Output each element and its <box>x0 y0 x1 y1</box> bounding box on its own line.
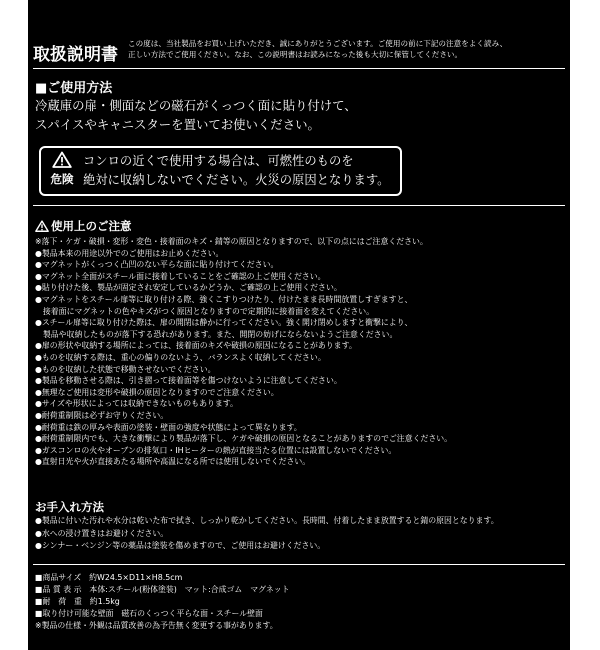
care-item: ●水への浸け置きはお避けください。 <box>35 528 169 538</box>
spec-list <box>35 572 290 632</box>
caution-item: ●マグネットがくっつく凸凹のない平らな面に貼り付けてください。 <box>35 260 279 270</box>
danger-label-group <box>47 151 77 186</box>
caution-item: ●マグネットをスチール扉等に取り付ける際、強くこすりつけたり、付けたまま長時間放置しすぎますと、 <box>35 294 413 304</box>
spec-item: ■品 質 表 示 本体:スチール(粉体塗装) マット:合成ゴム マグネット <box>35 584 290 594</box>
danger-text <box>83 152 389 190</box>
caution-item: ●スチール扉等に取り付けた際は、扉の開閉は静かに行ってください。強く開け閉めしますと衝撃により、 <box>35 318 413 328</box>
caution-item: ●ものを収納する際は、重心の偏りのないよう、バランスよく収納してください。 <box>35 352 326 362</box>
spec-item: ■耐 荷 重 約1.5kg <box>35 596 120 606</box>
instruction-sheet <box>28 0 570 650</box>
caution-item: ●ガスコンロの火やオーブンの排気口・IHヒーターの熱が直接当たる位置には設置しないでください。 <box>35 445 397 455</box>
caution-item: ※落下・ケガ・破損・変形・変色・接着面のキズ・錆等の原因となりますので、以下の点にはご注意ください。 <box>35 237 428 246</box>
care-item: ●シンナー・ベンジン等の薬品は塗装を傷めますので、ご使用はお避けください。 <box>35 541 326 550</box>
caution-item: ●サイズや形状によっては収納できないものもあります。 <box>35 399 238 409</box>
spec-item: ■取り付け可能な壁面 磁石のくっつく平らな面・スチール壁面 <box>35 608 263 618</box>
header-divider <box>33 68 565 69</box>
usage-lead-line-1: 冷蔵庫の扉・側面などの磁石がくっつく面に貼り付けて、 <box>35 98 357 113</box>
caution-list <box>35 236 452 468</box>
header <box>33 38 568 65</box>
caution-item: ●ものを収納した状態で移動させないでください。 <box>35 364 216 374</box>
usage-heading: ■ご使用方法 <box>35 81 113 96</box>
caution-item: ●直射日光や火が直接あたる場所や高温になる所では使用しないでください。 <box>35 457 311 467</box>
intro-text <box>128 38 507 60</box>
danger-line-1: コンロの近くで使用する場合は、可燃性のものを <box>83 154 354 168</box>
care-list <box>35 515 499 553</box>
danger-line-2: 絶対に収納しないでください。火災の原因となります。 <box>83 173 390 187</box>
usage-lead <box>35 96 357 134</box>
caution-item: ●マグネット全面がスチール面に接着していることをご確認の上ご使用ください。 <box>35 271 326 281</box>
spec-item: ※製品の仕様・外観は品質改善の為予告無く変更する事があります。 <box>35 620 278 630</box>
warning-triangle-icon <box>52 151 72 168</box>
intro-line-2: 正しい方法でご使用ください。なお、この説明書はお読みになった後も大切に保管してください。 <box>128 50 463 59</box>
spec-item: ■商品サイズ 約W24.5×D11×H8.5cm <box>35 573 183 582</box>
warning-triangle-icon <box>35 220 49 232</box>
care-heading: お手入れ方法 <box>35 500 104 514</box>
specs-divider <box>33 564 565 565</box>
caution-item: ●耐荷重制限内でも、大きな衝撃により製品が落下し、ケガや破損の原因となることがありますのでご注意ください。 <box>35 434 453 444</box>
caution-item: ●耐荷重制限は必ずお守りください。 <box>35 410 169 420</box>
caution-item: ●無理なご使用は変形や破損の原因となりますのでご注意ください。 <box>35 387 279 397</box>
caution-heading <box>35 218 132 234</box>
usage-lead-line-2: スパイスやキャニスターを置いてお使いください。 <box>35 117 320 132</box>
caution-heading-text: 使用上のご注意 <box>51 219 132 233</box>
danger-warning-box <box>39 146 402 196</box>
caution-item: 接着面にマグネットの色やキズがつく原因となりますので定期的に接着面を変えてください。 <box>35 306 375 316</box>
intro-line-1: この度は、当社製品をお買い上げいただき、誠にありがとうございます。ご使用の前に下記の注意をよく読み、 <box>128 39 508 48</box>
caution-item: ●製品本来の用途以外でのご使用はお止めください。 <box>35 248 224 258</box>
document-title: 取扱説明書 <box>33 45 118 65</box>
danger-label: 危険 <box>50 172 74 186</box>
caution-item: ●扉の形状や収納する場所によっては、接着面のキズや破損の原因になることがあります。 <box>35 341 357 351</box>
caution-item: ●貼り付けた後、製品が固定され安定しているかどうか、ご確認の上ご使用ください。 <box>35 283 342 293</box>
caution-item: 製品や収納したものが落下する恐れがあります。また、開閉の妨げにならないようご注意ください。 <box>35 329 398 339</box>
section-divider <box>33 205 565 206</box>
care-item: ●製品に付いた汚れや水分は乾いた布で拭き、しっかり乾かしてください。長時間、付着したまま放置すると錆の原因となります。 <box>35 516 499 525</box>
caution-item: ●耐荷重は鉄の厚みや表面の塗装・壁面の強度や状態によって異なります。 <box>35 422 302 432</box>
caution-item: ●製品を移動させる際は、引き摺って接着面等を傷つけないように注意してください。 <box>35 376 342 386</box>
